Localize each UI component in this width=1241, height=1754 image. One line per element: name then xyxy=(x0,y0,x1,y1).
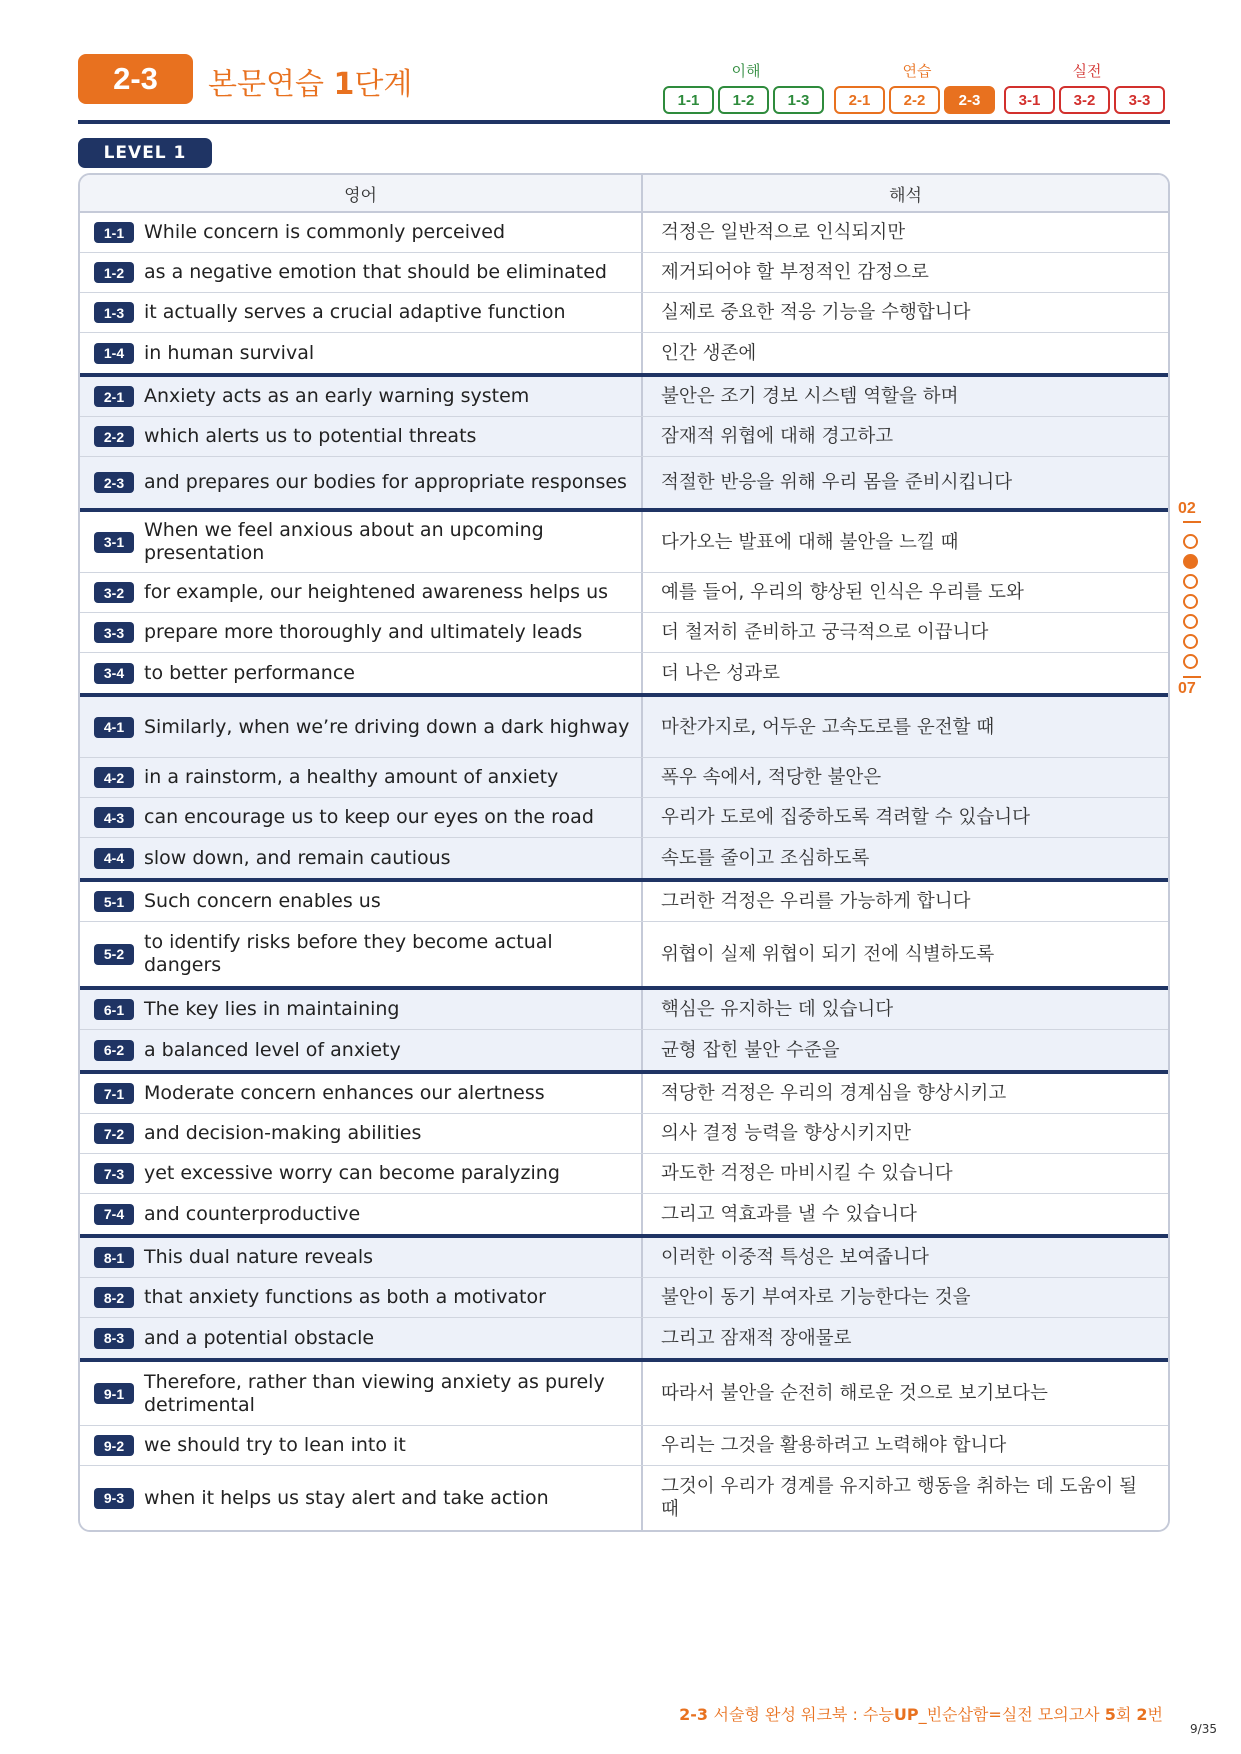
sentence-number-badge: 3-4 xyxy=(94,663,134,684)
english-cell xyxy=(80,697,643,757)
korean-translation-cell: 적당한 걱정은 우리의 경계심을 향상시키고 xyxy=(661,1083,1007,1104)
table-row xyxy=(80,922,1168,986)
english-cell xyxy=(80,573,643,612)
sentence-group xyxy=(80,508,1168,693)
table-row xyxy=(80,697,1168,758)
header-korean: 해석 xyxy=(889,185,922,206)
english-cell xyxy=(80,1278,643,1317)
korean-translation-cell: 우리는 그것을 활용하려고 노력해야 합니다 xyxy=(661,1435,1007,1456)
table-row xyxy=(80,1030,1168,1070)
english-cell xyxy=(80,457,643,508)
side-nav-dot[interactable] xyxy=(1183,554,1198,569)
english-cell xyxy=(80,333,643,373)
side-nav-dot[interactable] xyxy=(1183,594,1198,609)
sentence-table xyxy=(78,173,1170,1532)
side-nav-top-line xyxy=(1183,521,1201,523)
english-text: yet excessive worry can become paralyzing xyxy=(144,1162,560,1184)
sentence-number-badge: 1-4 xyxy=(94,343,134,364)
table-header xyxy=(80,175,1168,213)
sentence-number-badge: 1-3 xyxy=(94,302,134,323)
sentence-number-badge: 2-3 xyxy=(94,472,134,493)
english-cell xyxy=(80,1362,643,1425)
table-row xyxy=(80,1074,1168,1114)
sentence-group xyxy=(80,1070,1168,1234)
side-nav-dot[interactable] xyxy=(1183,574,1198,589)
header-divider xyxy=(78,120,1170,124)
korean-translation-cell: 실제로 중요한 적응 기능을 수행합니다 xyxy=(661,302,971,323)
sentence-group xyxy=(80,213,1168,373)
korean-translation-cell: 균형 잡힌 불안 수준을 xyxy=(661,1039,840,1061)
english-cell xyxy=(80,922,643,986)
sentence-number-badge: 8-2 xyxy=(94,1287,134,1308)
sentence-number-badge: 7-2 xyxy=(94,1123,134,1144)
english-cell xyxy=(80,1194,643,1234)
korean-translation-cell: 그리고 잠재적 장애물로 xyxy=(661,1327,852,1349)
english-cell xyxy=(80,253,643,292)
korean-translation-cell: 걱정은 일반적으로 인식되지만 xyxy=(661,222,906,243)
table-row xyxy=(80,293,1168,333)
sentence-number-badge: 7-1 xyxy=(94,1083,134,1104)
step-2-3[interactable]: 2-3 xyxy=(944,86,995,114)
english-cell xyxy=(80,293,643,332)
english-cell xyxy=(80,653,643,693)
english-text: and counterproductive xyxy=(144,1202,361,1225)
table-row xyxy=(80,1426,1168,1466)
step-group-label: 연습 xyxy=(902,62,932,80)
sentence-number-badge: 8-1 xyxy=(94,1247,134,1268)
step-1-2[interactable]: 1-2 xyxy=(718,86,769,114)
english-cell xyxy=(80,512,643,572)
side-nav-dot[interactable] xyxy=(1183,634,1198,649)
sentence-number-badge: 4-4 xyxy=(94,848,134,869)
english-cell xyxy=(80,1318,643,1358)
sentence-number-badge: 8-3 xyxy=(94,1328,134,1349)
english-text: which alerts us to potential threats xyxy=(144,425,477,447)
side-nav-dot[interactable] xyxy=(1183,614,1198,629)
table-row xyxy=(80,333,1168,373)
english-text: for example, our heightened awareness helps us xyxy=(144,581,609,603)
english-cell xyxy=(80,1074,643,1113)
sentence-number-badge: 6-1 xyxy=(94,999,134,1020)
english-text: Similarly, when we’re driving down a dark highway xyxy=(144,715,630,738)
step-group-label: 실전 xyxy=(1072,62,1102,80)
sentence-number-badge: 5-2 xyxy=(94,944,134,965)
korean-translation-cell: 의사 결정 능력을 향상시키지만 xyxy=(661,1123,911,1144)
korean-translation-cell: 인간 생존에 xyxy=(661,342,757,364)
english-text: and prepares our bodies for appropriate responses xyxy=(144,471,627,493)
table-row xyxy=(80,1466,1168,1530)
step-2-1[interactable]: 2-1 xyxy=(834,86,885,114)
english-cell xyxy=(80,990,643,1029)
korean-translation-cell: 다가오는 발표에 대해 불안을 느낄 때 xyxy=(661,531,959,553)
english-cell xyxy=(80,1466,643,1530)
step-2-2[interactable]: 2-2 xyxy=(889,86,940,114)
english-text: Such concern enables us xyxy=(144,890,381,912)
side-nav-top: 02 xyxy=(1178,500,1196,517)
korean-translation-cell: 속도를 줄이고 조심하도록 xyxy=(661,847,870,869)
english-cell xyxy=(80,1030,643,1070)
sentence-number-badge: 7-3 xyxy=(94,1163,134,1184)
english-cell xyxy=(80,613,643,652)
korean-translation-cell: 불안이 동기 부여자로 기능한다는 것을 xyxy=(661,1287,971,1308)
english-cell xyxy=(80,213,643,252)
english-text: it actually serves a crucial adaptive function xyxy=(144,301,566,323)
sentence-number-badge: 2-1 xyxy=(94,386,134,407)
english-cell xyxy=(80,377,643,416)
english-text: a balanced level of anxiety xyxy=(144,1038,401,1061)
english-text: When we feel anxious about an upcoming presentation xyxy=(144,519,544,564)
table-row xyxy=(80,882,1168,922)
korean-translation-cell: 예를 들어, 우리의 향상된 인식은 우리를 도와 xyxy=(661,582,1024,603)
sentence-group xyxy=(80,986,1168,1070)
korean-translation-cell: 더 나은 성과로 xyxy=(661,662,780,684)
korean-translation-cell: 잠재적 위협에 대해 경고하고 xyxy=(661,426,894,447)
english-text: in human survival xyxy=(144,341,315,364)
table-row xyxy=(80,457,1168,508)
side-nav-bottom: 07 xyxy=(1178,680,1196,697)
sentence-number-badge: 4-3 xyxy=(94,807,134,828)
side-nav-dot[interactable] xyxy=(1183,654,1198,669)
table-row xyxy=(80,1114,1168,1154)
table-row xyxy=(80,1154,1168,1194)
sentence-number-badge: 5-1 xyxy=(94,891,134,912)
english-cell xyxy=(80,882,643,921)
sentence-number-badge: 9-2 xyxy=(94,1435,134,1456)
english-cell xyxy=(80,1154,643,1193)
table-row xyxy=(80,377,1168,417)
english-text: and a potential obstacle xyxy=(144,1326,375,1349)
sentence-number-badge: 4-1 xyxy=(94,717,134,738)
sentence-number-badge: 9-3 xyxy=(94,1488,134,1509)
table-row xyxy=(80,1238,1168,1278)
sentence-group xyxy=(80,373,1168,508)
sentence-number-badge: 3-3 xyxy=(94,622,134,643)
step-group-label: 이해 xyxy=(731,62,761,80)
table-row xyxy=(80,512,1168,573)
sentence-number-badge: 3-1 xyxy=(94,532,134,553)
sentence-group xyxy=(80,693,1168,878)
step-3-3[interactable]: 3-3 xyxy=(1114,86,1165,114)
korean-translation-cell: 핵심은 유지하는 데 있습니다 xyxy=(661,999,894,1020)
sentence-number-badge: 9-1 xyxy=(94,1383,134,1404)
english-cell xyxy=(80,1426,643,1465)
step-1-1[interactable]: 1-1 xyxy=(663,86,714,114)
korean-translation-cell: 마찬가지로, 어두운 고속도로를 운전할 때 xyxy=(661,716,995,738)
korean-translation-cell: 더 철저히 준비하고 궁극적으로 이끕니다 xyxy=(661,622,989,643)
korean-translation-cell: 위협이 실제 위협이 되기 전에 식별하도록 xyxy=(661,943,995,965)
table-row xyxy=(80,1318,1168,1358)
table-row xyxy=(80,573,1168,613)
table-row xyxy=(80,838,1168,878)
korean-translation-cell: 과도한 걱정은 마비시킬 수 있습니다 xyxy=(661,1163,953,1184)
english-cell xyxy=(80,417,643,456)
english-text: Therefore, rather than viewing anxiety as purely detrimental xyxy=(144,1370,605,1416)
korean-translation-cell: 제거되어야 할 부정적인 감정으로 xyxy=(661,262,929,283)
table-row xyxy=(80,1278,1168,1318)
side-nav-dot[interactable] xyxy=(1183,534,1198,549)
korean-translation-cell: 그것이 우리가 경계를 유지하고 행동을 취하는 데 도움이 될 때 xyxy=(661,1476,1137,1520)
side-nav-bottom-line xyxy=(1183,676,1201,678)
sentence-group xyxy=(80,1358,1168,1530)
sentence-group xyxy=(80,1234,1168,1358)
section-badge: 2-3 xyxy=(78,54,193,104)
table-row xyxy=(80,758,1168,798)
english-text: and decision-making abilities xyxy=(144,1122,422,1144)
level-badge: LEVEL 1 xyxy=(78,138,212,168)
table-row xyxy=(80,798,1168,838)
table-row xyxy=(80,253,1168,293)
english-text: to better performance xyxy=(144,661,355,684)
english-text: in a rainstorm, a healthy amount of anxiety xyxy=(144,766,559,788)
english-text: prepare more thoroughly and ultimately leads xyxy=(144,621,583,643)
english-cell xyxy=(80,758,643,797)
table-row xyxy=(80,653,1168,693)
table-row xyxy=(80,417,1168,457)
english-text: to identify risks before they become actual dangers xyxy=(144,931,553,976)
header-english: 영어 xyxy=(80,175,643,211)
english-cell xyxy=(80,798,643,837)
page-title: 본문연습 1단계 xyxy=(208,67,413,102)
english-cell xyxy=(80,838,643,878)
sentence-number-badge: 6-2 xyxy=(94,1040,134,1061)
sentence-number-badge: 3-2 xyxy=(94,582,134,603)
english-text: Moderate concern enhances our alertness xyxy=(144,1082,545,1104)
korean-translation-cell: 불안은 조기 경보 시스템 역할을 하며 xyxy=(661,386,959,407)
page-number: 9/35 xyxy=(1190,1722,1217,1736)
english-text: can encourage us to keep our eyes on the road xyxy=(144,806,594,828)
korean-translation-cell: 그러한 걱정은 우리를 가능하게 합니다 xyxy=(661,891,971,912)
korean-translation-cell: 우리가 도로에 집중하도록 격려할 수 있습니다 xyxy=(661,807,1030,828)
sentence-number-badge: 7-4 xyxy=(94,1204,134,1225)
table-row xyxy=(80,1362,1168,1426)
english-text: as a negative emotion that should be eliminated xyxy=(144,261,607,283)
korean-translation-cell: 따라서 불안을 순전히 해로운 것으로 보기보다는 xyxy=(661,1383,1048,1404)
sentence-number-badge: 1-1 xyxy=(94,222,134,243)
sentence-group xyxy=(80,878,1168,986)
step-1-3[interactable]: 1-3 xyxy=(773,86,824,114)
korean-translation-cell: 적절한 반응을 위해 우리 몸을 준비시킵니다 xyxy=(661,472,1013,493)
english-text: Anxiety acts as an early warning system xyxy=(144,385,530,407)
english-text: when it helps us stay alert and take action xyxy=(144,1486,549,1509)
table-row xyxy=(80,613,1168,653)
english-text: This dual nature reveals xyxy=(144,1246,374,1268)
english-text: slow down, and remain cautious xyxy=(144,846,451,869)
english-cell xyxy=(80,1114,643,1153)
table-row xyxy=(80,990,1168,1030)
korean-translation-cell: 폭우 속에서, 적당한 불안은 xyxy=(661,767,882,788)
step-3-1[interactable]: 3-1 xyxy=(1004,86,1055,114)
korean-translation-cell: 그리고 역효과를 낼 수 있습니다 xyxy=(661,1203,917,1225)
sentence-number-badge: 2-2 xyxy=(94,426,134,447)
english-text: that anxiety functions as both a motivator xyxy=(144,1286,546,1308)
table-row xyxy=(80,213,1168,253)
english-text: we should try to lean into it xyxy=(144,1434,406,1456)
table-row xyxy=(80,1194,1168,1234)
footer-title: 2-3 서술형 완성 워크북 : 수능UP_빈순삽함=실전 모의고사 5회 2번 xyxy=(679,1705,1163,1724)
english-text: The key lies in maintaining xyxy=(144,998,400,1020)
english-text: While concern is commonly perceived xyxy=(144,221,506,243)
english-cell xyxy=(80,1238,643,1277)
sentence-number-badge: 1-2 xyxy=(94,262,134,283)
sentence-number-badge: 4-2 xyxy=(94,767,134,788)
table-body xyxy=(80,213,1168,1530)
korean-translation-cell: 이러한 이중적 특성은 보여줍니다 xyxy=(661,1247,929,1268)
step-3-2[interactable]: 3-2 xyxy=(1059,86,1110,114)
